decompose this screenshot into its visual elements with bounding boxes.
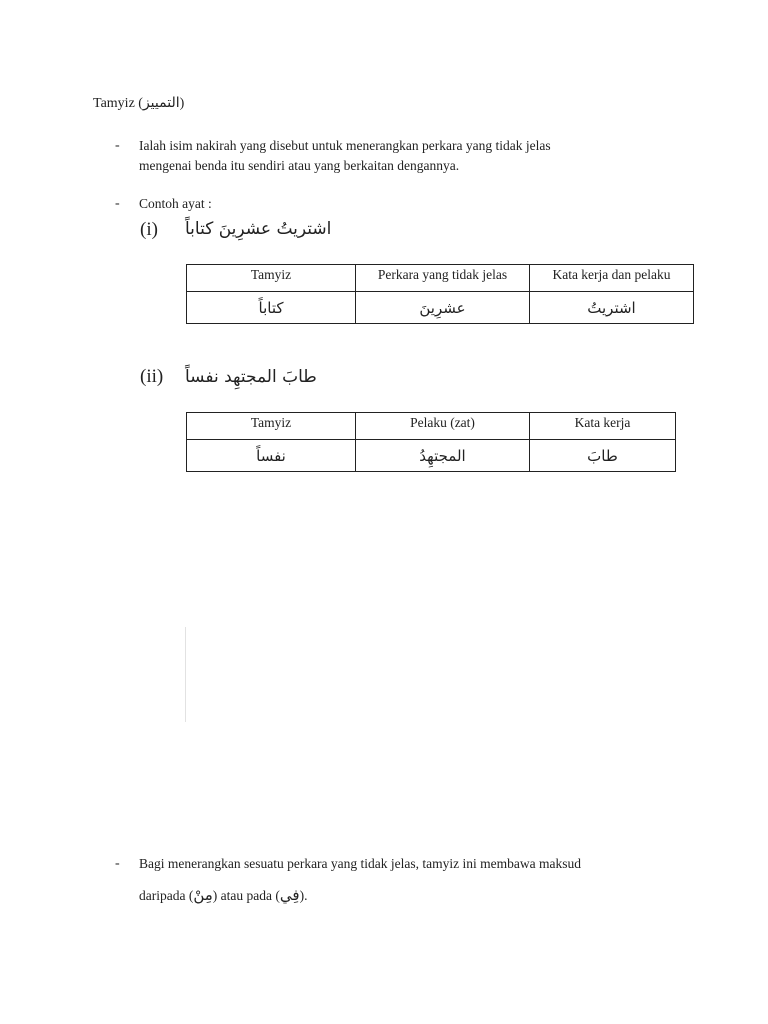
example-1-table — [186, 264, 694, 324]
definition-line-2: mengenai benda itu sendiri atau yang berkaitan dengannya. — [139, 158, 460, 173]
closing-text-b: ) atau pada ( — [212, 888, 280, 903]
closing-line-2 — [139, 884, 307, 907]
table-header-cell: Pelaku (zat) — [356, 413, 530, 440]
closing-text-a: daripada ( — [139, 888, 194, 903]
arabic-min: مِنْ — [193, 886, 213, 904]
table-cell: عشرِينَ — [356, 292, 530, 324]
table-cell: طابَ — [530, 440, 676, 472]
table-cell: اشتريتُ — [530, 292, 694, 324]
definition-text — [139, 136, 659, 176]
bullet-dash: - — [115, 138, 120, 153]
divider-line — [185, 627, 186, 722]
title-latin: Tamyiz ( — [93, 96, 143, 111]
table-header-cell: Kata kerja — [530, 413, 676, 440]
table-header-cell: Tamyiz — [187, 413, 356, 440]
table-header-cell: Kata kerja dan pelaku — [530, 265, 694, 292]
example-1-sentence: اشتريتُ عشرِينَ كتاباً — [185, 219, 332, 239]
table-row — [187, 440, 676, 472]
table-header-cell: Tamyiz — [187, 265, 356, 292]
example-2-numeral: (ii) — [140, 366, 164, 387]
example-label: Contoh ayat : — [139, 196, 212, 211]
table-header-cell: Perkara yang tidak jelas — [356, 265, 530, 292]
title-close: ) — [179, 96, 185, 111]
arabic-fi: فِي — [279, 886, 300, 904]
bullet-dash: - — [115, 196, 120, 211]
table-header-row — [187, 265, 694, 292]
table-cell: كتاباً — [187, 292, 356, 324]
example-2-table — [186, 412, 676, 472]
example-2-sentence: طابَ المجتهِد نفساً — [185, 367, 317, 387]
closing-line-1: Bagi menerangkan sesuatu perkara yang tidak jelas, tamyiz ini membawa maksud — [139, 856, 581, 871]
example-1-numeral: (i) — [140, 219, 158, 240]
page-title — [93, 95, 184, 112]
table-header-row — [187, 413, 676, 440]
title-arabic: التمييز — [142, 95, 180, 111]
definition-line-1: Ialah isim nakirah yang disebut untuk menerangkan perkara yang tidak jelas — [139, 138, 551, 153]
table-cell: المجتهِدُ — [356, 440, 530, 472]
bullet-dash: - — [115, 856, 120, 871]
table-cell: نفساً — [187, 440, 356, 472]
closing-text-c: ). — [299, 888, 308, 903]
table-row — [187, 292, 694, 324]
